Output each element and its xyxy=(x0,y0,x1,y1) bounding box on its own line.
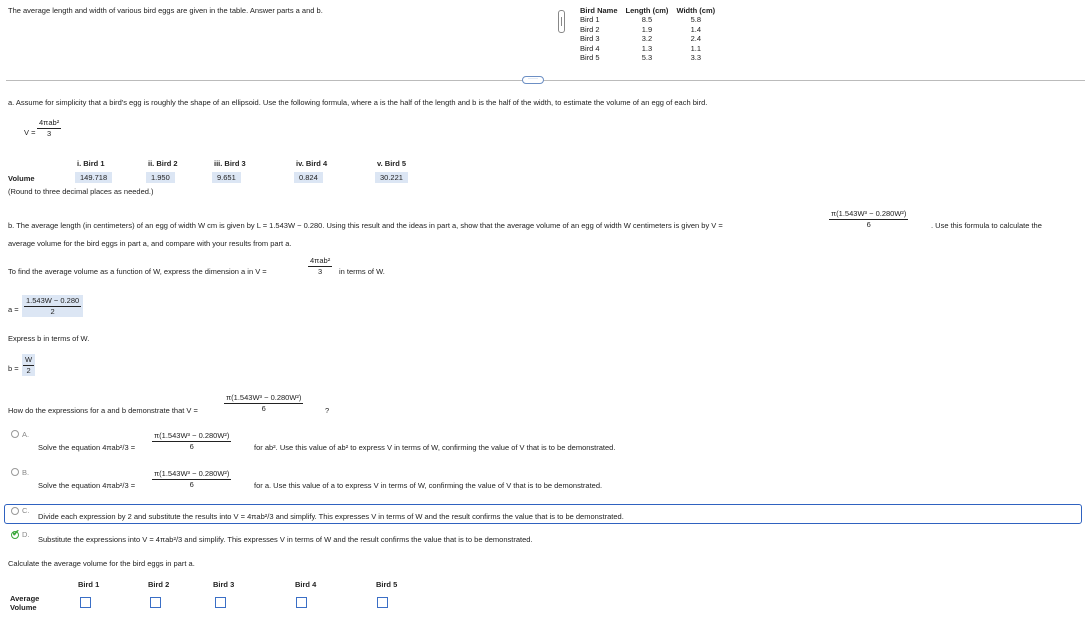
a-answer-box[interactable] xyxy=(22,295,83,317)
option-a-text-post[interactable]: for ab². Use this value of ab² to express V in terms of W, confirming the value of V that is to be demonstrated. xyxy=(254,443,616,452)
col-header-bird-name: Bird Name xyxy=(580,6,618,15)
option-d-letter: D. xyxy=(22,530,30,539)
formula-denominator: 6 xyxy=(189,479,194,489)
how-formula xyxy=(224,394,303,412)
cell: 1.1 xyxy=(690,43,701,53)
calc-header-bird-2: Bird 2 xyxy=(148,580,170,589)
section-divider xyxy=(6,80,1085,81)
col-header-bird-3: iii. Bird 3 xyxy=(214,159,246,168)
a-numerator: 1.543W − 0.280 xyxy=(26,296,80,305)
option-a-radio[interactable] xyxy=(11,430,19,438)
calc-header-bird-3: Bird 3 xyxy=(213,580,235,589)
part-b-prompt-cont: . Use this formula to calculate the xyxy=(931,221,1042,230)
a-denominator: 2 xyxy=(50,306,55,316)
avg-volume-label-2: Volume xyxy=(10,603,37,612)
cell: 3.2 xyxy=(641,34,653,44)
formula-numerator: π(1.543W³ − 0.280W²) xyxy=(226,393,302,402)
calc-header-bird-1: Bird 1 xyxy=(78,580,100,589)
part-b-prompt-line2: average volume for the bird eggs in part a, and compare with your results from part a. xyxy=(8,239,292,248)
b-answer-box[interactable] xyxy=(22,354,35,376)
intro-text: The average length and width of various bird eggs are given in the table. Answer parts a and b. xyxy=(8,6,323,15)
cell: Bird 4 xyxy=(580,43,600,53)
avg-volume-input-bird-4[interactable] xyxy=(296,597,307,608)
volume-answer-bird-2[interactable]: 1.950 xyxy=(146,172,175,183)
calc-prompt: Calculate the average volume for the bird eggs in part a. xyxy=(8,559,195,568)
rounding-note: (Round to three decimal places as needed.) xyxy=(8,187,154,196)
cell: 2.4 xyxy=(690,34,701,44)
cell: 1.3 xyxy=(641,43,653,53)
cell: Bird 2 xyxy=(580,24,600,34)
bird-data-table xyxy=(578,6,719,63)
correct-check-icon: ✔ xyxy=(12,528,20,538)
cell: 5.3 xyxy=(641,53,653,63)
option-b-radio[interactable] xyxy=(11,468,19,476)
volume-answer-bird-1[interactable]: 149.718 xyxy=(75,172,112,183)
col-header-bird-2: ii. Bird 2 xyxy=(148,159,178,168)
option-b-text-post[interactable]: for a. Use this value of a to express V in terms of W, confirming the value of V that is to be demonstrated. xyxy=(254,481,603,490)
option-a-text-pre[interactable]: Solve the equation 4πab²/3 = xyxy=(38,443,136,452)
b-lhs: b = xyxy=(8,364,19,373)
volume-answer-bird-5[interactable]: 30.221 xyxy=(375,172,408,183)
formula-denominator: 3 xyxy=(47,128,52,138)
find-a-tail: in terms of W. xyxy=(339,267,385,276)
cell: 1.4 xyxy=(690,24,701,34)
table-row xyxy=(578,53,719,63)
a-lhs: a = xyxy=(8,305,19,314)
part-b-prompt: b. The average length (in centimeters) of an egg of width W cm is given by L = 1.543W − 0.280. Using this result and the ideas in part a, show that the average volume of an egg of width W centimeters is given by V = xyxy=(8,221,723,230)
option-b-text-pre[interactable]: Solve the equation 4πab²/3 = xyxy=(38,481,136,490)
b-denominator: 2 xyxy=(26,365,31,375)
option-c-text[interactable]: Divide each expression by 2 and substitute the results into V = 4πab²/3 and simplify. This expresses V in terms of W and the result confirms the value that is to be demonstrated. xyxy=(38,512,624,521)
cell: Bird 3 xyxy=(580,34,600,44)
expand-toggle-button[interactable]: ····· xyxy=(522,76,544,84)
option-b-letter: B. xyxy=(22,468,30,477)
option-c-radio[interactable] xyxy=(11,507,19,515)
avg-volume-input-bird-2[interactable] xyxy=(150,597,161,608)
option-b-formula xyxy=(152,470,231,488)
formula-numerator: 4πab² xyxy=(39,118,60,127)
express-b-instruction: Express b in terms of W. xyxy=(8,334,90,343)
col-header-bird-4: iv. Bird 4 xyxy=(296,159,328,168)
volume-formula xyxy=(37,119,61,137)
formula-lhs: V = xyxy=(24,128,36,137)
part-a-prompt: a. Assume for simplicity that a bird's egg is roughly the shape of an ellipsoid. Use the following formula, where a is the half of the length and b is the half of the width, to estimate the volume of an egg of each bird. xyxy=(8,98,708,107)
avg-volume-input-bird-3[interactable] xyxy=(215,597,226,608)
target-volume-formula xyxy=(829,210,908,228)
formula-numerator: π(1.543W³ − 0.280W²) xyxy=(154,431,230,440)
table-row xyxy=(578,15,719,25)
formula-numerator: π(1.543W³ − 0.280W²) xyxy=(831,209,907,218)
avg-volume-label-1: Average xyxy=(10,594,40,603)
formula-denominator: 6 xyxy=(261,403,266,413)
table-scrollbar[interactable] xyxy=(558,10,565,33)
table-row xyxy=(578,34,719,44)
how-question: How do the expressions for a and b demonstrate that V = xyxy=(8,406,198,415)
volume-formula-inline xyxy=(308,257,332,275)
table-row xyxy=(578,25,719,35)
cell: 1.9 xyxy=(641,24,653,34)
cell: Bird 5 xyxy=(580,53,600,63)
formula-numerator: 4πab² xyxy=(310,256,331,265)
option-a-letter: A. xyxy=(22,430,30,439)
col-header-bird-5: v. Bird 5 xyxy=(377,159,407,168)
cell: 8.5 xyxy=(641,15,653,24)
table-row xyxy=(578,44,719,54)
b-numerator: W xyxy=(25,355,33,364)
col-header-bird-1: i. Bird 1 xyxy=(77,159,105,168)
option-d-text[interactable]: Substitute the expressions into V = 4πab²/3 and simplify. This expresses V in terms of W and the result confirms the value that is to be demonstrated. xyxy=(38,535,533,544)
calc-header-bird-5: Bird 5 xyxy=(376,580,398,589)
find-a-instruction: To find the average volume as a function of W, express the dimension a in V = xyxy=(8,267,267,276)
volume-answer-bird-3[interactable]: 9.651 xyxy=(212,172,241,183)
cell: 5.8 xyxy=(690,15,701,24)
col-header-length: Length (cm) xyxy=(625,6,669,15)
avg-volume-input-bird-1[interactable] xyxy=(80,597,91,608)
formula-denominator: 6 xyxy=(189,441,194,451)
calc-header-bird-4: Bird 4 xyxy=(295,580,317,589)
formula-numerator: π(1.543W³ − 0.280W²) xyxy=(154,469,230,478)
formula-denominator: 3 xyxy=(318,266,323,276)
how-question-mark: ? xyxy=(325,406,330,415)
avg-volume-input-bird-5[interactable] xyxy=(377,597,388,608)
option-c-letter: C. xyxy=(22,506,30,515)
volume-row-label: Volume xyxy=(8,174,35,183)
formula-denominator: 6 xyxy=(866,219,871,229)
option-a-formula xyxy=(152,432,231,450)
volume-answer-bird-4[interactable]: 0.824 xyxy=(294,172,323,183)
cell: Bird 1 xyxy=(580,15,600,24)
cell: 3.3 xyxy=(690,53,701,63)
col-header-width: Width (cm) xyxy=(676,6,716,15)
